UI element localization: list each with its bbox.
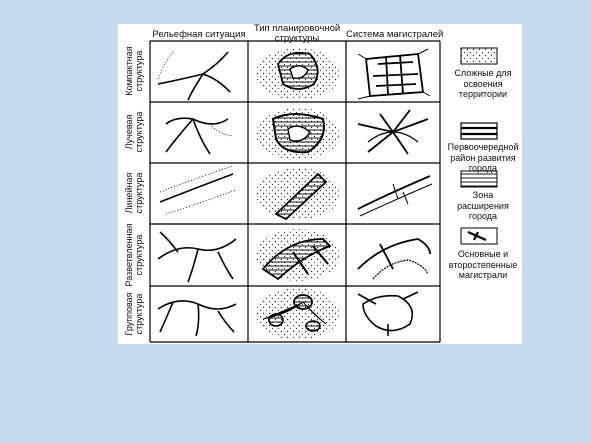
row-label-group <box>124 292 144 335</box>
legend-line: освоения <box>463 78 503 89</box>
row-label-line2: структура <box>134 111 144 153</box>
row-label-linear <box>124 173 144 214</box>
header-plan-line1: Тип планировочной <box>253 23 341 34</box>
legend-line: Сложные для <box>454 68 512 78</box>
row-label-line2: структура <box>134 50 144 92</box>
legend-line: города <box>468 163 498 173</box>
plan-branched <box>256 229 340 281</box>
plan-radial <box>256 108 340 160</box>
relief-linear <box>160 166 236 214</box>
relief-radial <box>166 118 233 154</box>
legend-text-priority <box>444 142 522 174</box>
legend-line: территории <box>458 89 508 99</box>
legend-text-expansion <box>444 190 522 222</box>
roads-group <box>358 292 418 336</box>
plan-compact <box>256 48 340 100</box>
legend-line: Основные и <box>457 249 509 259</box>
roads-radial <box>358 110 428 154</box>
legend-text-roads <box>444 249 522 281</box>
relief-group <box>158 301 236 336</box>
header-roads: Система магистралей <box>346 29 444 40</box>
row-label-radial <box>124 112 144 153</box>
roads-branched <box>358 239 430 279</box>
legend-line: Зона <box>472 190 494 200</box>
row-label-line1: Групповая <box>124 292 134 336</box>
legend-line: расширения <box>457 200 509 211</box>
row-label-line1: Линейная <box>124 172 134 214</box>
row-label-line1: Лучевая <box>124 114 134 150</box>
legend-line: Первоочередной <box>447 142 519 152</box>
relief-branched <box>158 232 236 282</box>
roads-compact <box>358 49 430 99</box>
row-label-line2: структура <box>134 234 144 276</box>
legend-line: магистрали <box>458 270 508 280</box>
row-label-line2: структура <box>134 172 144 214</box>
diagram-panel <box>118 24 522 344</box>
plan-linear <box>256 168 340 220</box>
row-label-line1: Разветвленная <box>124 223 134 287</box>
legend-text-difficult <box>444 68 522 100</box>
legend-swatch-priority <box>461 123 497 139</box>
row-label-branched <box>124 224 144 287</box>
legend-line: второстепенные <box>448 259 518 270</box>
header-plan-structure <box>248 24 346 44</box>
header-relief: Рельефная ситуация <box>152 29 246 40</box>
legend-swatch-difficult <box>461 48 497 64</box>
roads-linear <box>358 176 432 216</box>
plan-group <box>256 288 340 340</box>
legend-line: район развития <box>450 152 516 163</box>
legend-line: города <box>468 211 498 221</box>
header-plan-line2: структуры <box>274 33 320 44</box>
relief-compact <box>158 52 230 100</box>
row-label-line1: Компактная <box>124 46 134 96</box>
row-label-compact <box>124 46 144 95</box>
row-label-line2: структура <box>134 293 144 335</box>
